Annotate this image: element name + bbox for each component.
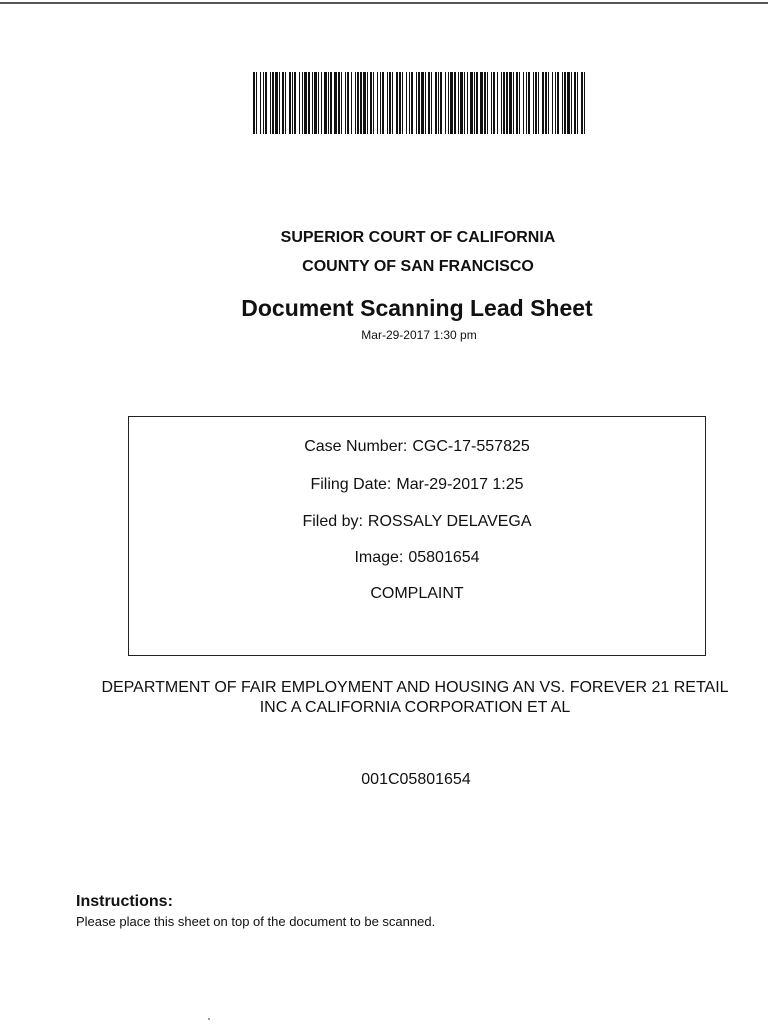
- scan-speck: [208, 1018, 210, 1020]
- instructions-heading: Instructions:: [76, 893, 173, 910]
- barcode: [253, 72, 585, 134]
- filed-by-value: ROSSALY DELAVEGA: [367, 513, 532, 530]
- case-info-box: [128, 416, 706, 656]
- case-number-label: Case Number:: [304, 438, 408, 455]
- printed-timestamp: Mar-29-2017 1:30 pm: [361, 328, 477, 342]
- case-number-line: [129, 438, 705, 456]
- filing-date-label: Filing Date:: [310, 476, 392, 493]
- image-label: Image:: [354, 549, 404, 566]
- filing-date-line: [129, 476, 705, 494]
- instructions-text: Please place this sheet on top of the document to be scanned.: [76, 914, 436, 929]
- filing-date-value: Mar-29-2017 1:25: [396, 476, 524, 493]
- scan-id: 001C05801654: [361, 771, 471, 788]
- image-number-value: 05801654: [408, 549, 480, 566]
- top-edge-rule: [0, 2, 768, 4]
- case-title: DEPARTMENT OF FAIR EMPLOYMENT AND HOUSING AN VS. FOREVER 21 RETAIL INC A CALIFORNIA CORPORATION ET AL: [101, 679, 729, 716]
- county-name: COUNTY OF SAN FRANCISCO: [302, 258, 534, 275]
- image-line: [129, 549, 705, 567]
- page-title: Document Scanning Lead Sheet: [241, 295, 593, 321]
- case-number-value: CGC-17-557825: [412, 438, 530, 455]
- filed-by-label: Filed by:: [302, 513, 363, 530]
- filed-by-line: [129, 513, 705, 531]
- document-type: COMPLAINT: [370, 585, 464, 602]
- court-name: SUPERIOR COURT OF CALIFORNIA: [280, 229, 556, 246]
